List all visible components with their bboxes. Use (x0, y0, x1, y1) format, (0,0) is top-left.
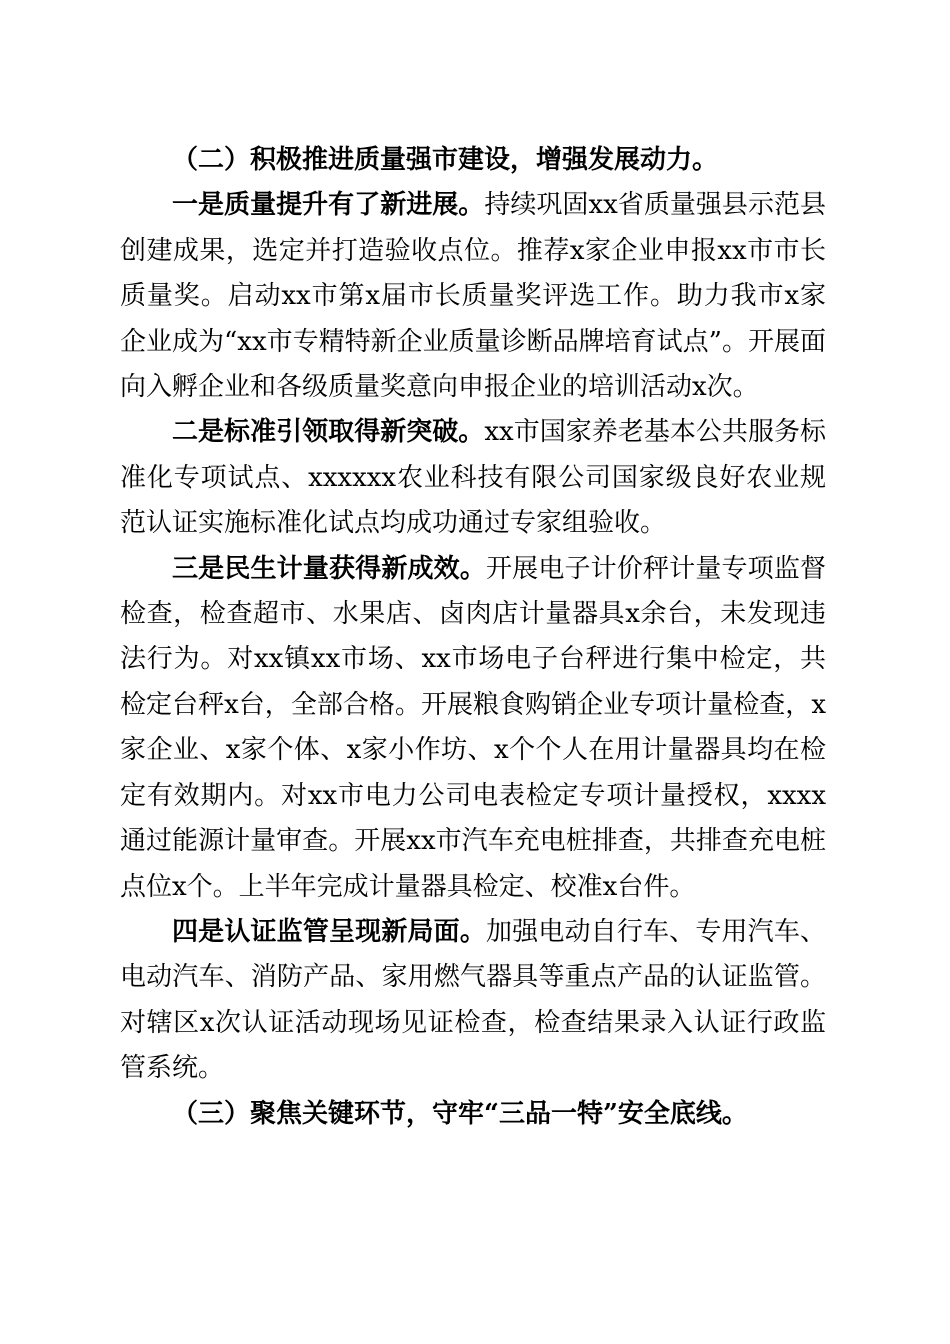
document-page (120, 138, 826, 1137)
paragraph-lead: 四是认证监管呈现新局面。 (172, 916, 486, 947)
paragraph-body: xx市国家养老基本公共服务标准化专项试点、xxxxxx农业科技有限公司国家级良好农业规范认证实施标准化试点均成功通过专家组验收。 (120, 417, 826, 539)
paragraph-lead: 二是标准引领取得新突破。 (172, 417, 485, 448)
paragraph-metrology (120, 547, 826, 910)
paragraph-body: 持续巩固xx省质量强县示范县创建成果，选定并打造验收点位。推荐x家企业申报xx市市长质量奖。启动xx市第x届市长质量奖评选工作。助力我市x家企业成为“xx市专精特新企业质量诊断品牌培育试点”。开展面向入孵企业和各级质量奖意向申报企业的培训活动x次。 (120, 190, 826, 403)
paragraph-standards (120, 410, 826, 546)
paragraph-quality-improvement (120, 183, 826, 410)
section-heading-2: （二）积极推进质量强市建设，增强发展动力。 (172, 145, 719, 175)
section-heading-3: （三）聚焦关键环节，守牢“三品一特”安全底线。 (172, 1098, 748, 1129)
paragraph-lead: 一是质量提升有了新进展。 (172, 190, 485, 221)
paragraph-lead: 三是民生计量获得新成效。 (172, 553, 486, 584)
paragraph-body: 开展电子计价秤计量专项监督检查，检查超市、水果店、卤肉店计量器具x余台，未发现违法行为。对xx镇xx市场、xx市场电子台秤进行集中检定，共检定台秤x台，全部合格。开展粮食购销企业专项计量检查，x家企业、x家个体、x家小作坊、x个个人在用计量器具均在检定有效期内。对xx市电力公司电表检定专项计量授权，xxxx通过能源计量审查。开展xx市汽车充电桩排查，共排查充电桩点位x个。上半年完成计量器具检定、校准x台件。 (120, 553, 826, 902)
paragraph-certification (120, 910, 826, 1092)
paragraph-body: 加强电动自行车、专用汽车、电动汽车、消防产品、家用燃气器具等重点产品的认证监管。对辖区x次认证活动现场见证检查，检查结果录入认证行政监管系统。 (120, 916, 826, 1084)
